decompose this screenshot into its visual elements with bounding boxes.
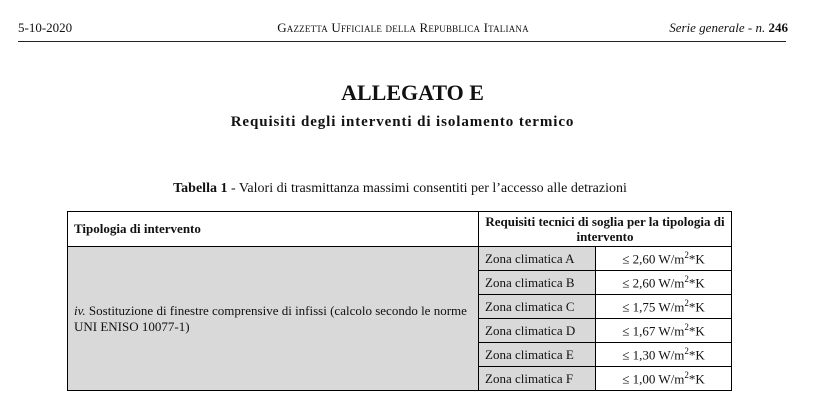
unit-suffix: *K	[688, 275, 705, 291]
document-title: ALLEGATO E	[341, 80, 484, 105]
zone-cell: Zona climatica F	[479, 367, 596, 391]
unit-exponent: 2	[684, 273, 689, 284]
unit-suffix: *K	[688, 323, 705, 339]
header-date: 5-10-2020	[18, 20, 73, 35]
threshold-value-cell	[596, 271, 732, 295]
col-header-requirements: Requisiti tecnici di soglia per la tipologia di intervento	[479, 212, 732, 247]
zone-cell: Zona climatica C	[479, 295, 596, 319]
threshold-value: ≤ 2,60 W/m	[622, 251, 685, 267]
zone-cell: Zona climatica E	[479, 343, 596, 367]
caption-text: - Valori di trasmittanza massimi consentiti per l’accesso alle detrazioni	[227, 181, 627, 196]
threshold-value-cell	[596, 247, 732, 271]
page-header	[18, 20, 788, 40]
threshold-value: ≤ 1,67 W/m	[622, 323, 685, 339]
header-series	[669, 20, 788, 36]
series-label: Serie generale - n.	[669, 20, 766, 35]
unit-suffix: *K	[688, 347, 705, 363]
threshold-value-cell	[596, 367, 732, 391]
unit-exponent: 2	[684, 321, 689, 332]
document-subtitle: Requisiti degli interventi di isolamento termico	[230, 114, 575, 130]
unit-exponent: 2	[684, 297, 689, 308]
table-caption	[0, 181, 800, 197]
series-number: 246	[768, 20, 788, 35]
transmittance-table	[67, 211, 732, 391]
caption-label: Tabella 1	[173, 181, 228, 196]
intervention-cell	[68, 247, 479, 391]
intervention-prefix: iv.	[74, 302, 86, 318]
header-rule	[18, 41, 786, 42]
unit-suffix: *K	[688, 251, 705, 267]
header-publication: Gazzetta Ufficiale della Repubblica Italiana	[277, 20, 529, 35]
col-header-intervention: Tipologia di intervento	[68, 212, 479, 247]
intervention-text: Sostituzione di finestre comprensive di infissi (calcolo secondo le norme UNI ENISO 10077-1)	[74, 302, 467, 334]
threshold-value-cell	[596, 295, 732, 319]
threshold-value: ≤ 1,75 W/m	[622, 299, 685, 315]
unit-suffix: *K	[688, 299, 705, 315]
unit-exponent: 2	[684, 249, 689, 260]
threshold-value-cell	[596, 319, 732, 343]
threshold-value: ≤ 2,60 W/m	[622, 275, 685, 291]
threshold-value: ≤ 1,30 W/m	[622, 347, 685, 363]
unit-suffix: *K	[688, 371, 705, 387]
table-header-row	[68, 212, 732, 247]
zone-cell: Zona climatica B	[479, 271, 596, 295]
unit-exponent: 2	[684, 345, 689, 356]
threshold-value-cell	[596, 343, 732, 367]
zone-cell: Zona climatica A	[479, 247, 596, 271]
zone-cell: Zona climatica D	[479, 319, 596, 343]
unit-exponent: 2	[684, 369, 689, 380]
table-row	[68, 247, 732, 271]
threshold-value: ≤ 1,00 W/m	[622, 371, 685, 387]
